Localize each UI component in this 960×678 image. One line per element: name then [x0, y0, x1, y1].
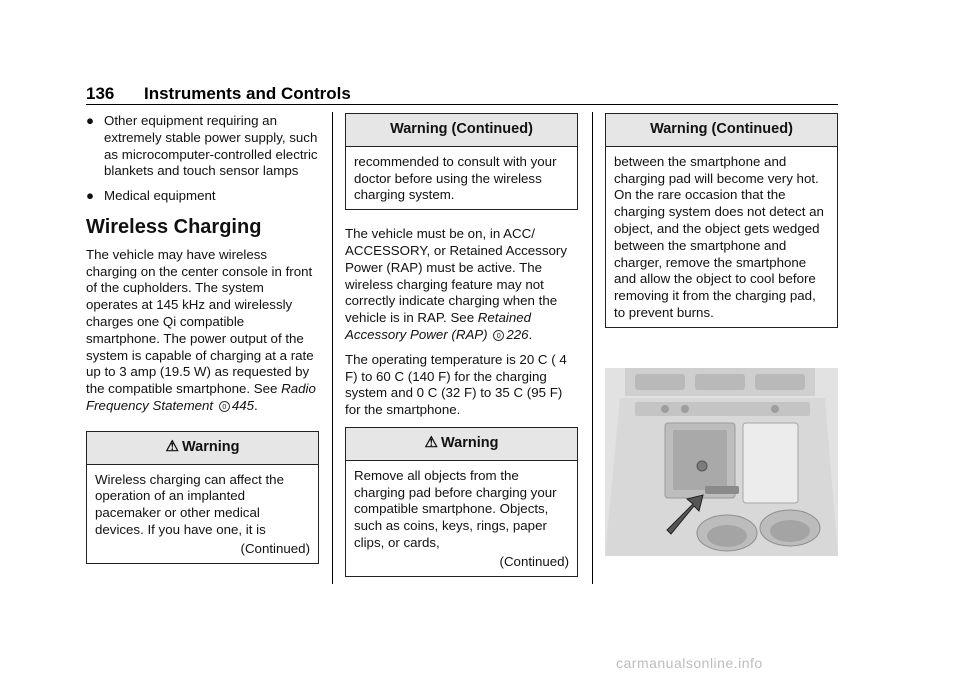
- cross-reference-link[interactable]: Retained Accessory Power (RAP): [345, 310, 532, 342]
- bullet-item: [86, 113, 319, 180]
- cross-reference-link[interactable]: Radio Frequency Statement: [86, 381, 316, 413]
- warning-body: [346, 147, 577, 209]
- watermark: carmanualsonline.info: [616, 655, 763, 671]
- warning-title: Warning: [440, 434, 499, 451]
- warning-text: Wireless charging can affect the operation of an implanted pacemaker or other medical devices. If you have one, it is: [95, 471, 284, 537]
- body-paragraph: The vehicle must be on, in ACC/ ACCESSORY, or Retained Accessory Power (RAP) must be active. The wireless charging feature may not correctly indicate charging when the vehicle is in RAP. See Retained Accessory Power (RAP) 0 226.: [345, 226, 567, 342]
- bullet-dot: ●: [86, 113, 95, 128]
- bullet-dot: ●: [86, 188, 95, 204]
- warning-icon: ⚠: [424, 433, 438, 451]
- section-title: Instruments and Controls: [144, 84, 351, 103]
- body-paragraph: The vehicle may have wireless charging on the center console in front of the cupholders. The system operates at 145 kHz and wirelessly charges one Qi compatible smartphone. The power output of the system is capable of charging at a rate up to 3 amp (19.5 W) as requested by the compatible smartphone. See Radio Frequency Statement 0 445.: [86, 246, 316, 413]
- warning-body: [606, 147, 837, 327]
- page-reference-icon: 0: [219, 401, 230, 412]
- bullet-text: Medical equipment: [104, 188, 216, 204]
- warning-title: Warning: [181, 438, 240, 455]
- header-rule: [86, 104, 838, 105]
- warning-box: [86, 431, 319, 564]
- warning-text: between the smartphone and charging pad will become very hot. On the rare occasion that the charging system does not detect an object, and the object gets wedged between the smartphone and charger, remove the smartphone and allow the object to cool before removing it from the charging pad, to prevent burns.: [614, 153, 824, 320]
- body-text: The vehicle must be on, in ACC/ ACCESSORY, or Retained Accessory Power (RAP) must be active. The wireless charging feature may not correctly indicate charging when the vehicle is in RAP. See: [345, 226, 567, 326]
- column-3: [605, 107, 838, 342]
- warning-header: Warning (Continued): [606, 114, 837, 147]
- warning-box-continued: [345, 113, 578, 210]
- cross-reference-page[interactable]: 445: [231, 397, 255, 413]
- continued-label: (Continued): [240, 540, 310, 556]
- warning-text: Remove all objects from the charging pad before charging your compatible smartphone. Objects, such as coins, keys, rings, paper clips, or cards,: [354, 467, 557, 550]
- warning-header: [87, 432, 318, 465]
- warning-header: [346, 428, 577, 461]
- column-2: [345, 107, 578, 591]
- column-1: [86, 113, 319, 578]
- column-divider-2: [592, 112, 593, 584]
- temperature-paragraph: The operating temperature is 20 C ( 4 F) to 60 C (140 F) for the charging system and 0 C (32 F) to 35 C (95 F) for the smartphone.: [345, 351, 567, 418]
- warning-body: [87, 465, 318, 563]
- bullet-item: [86, 188, 319, 205]
- wireless-charging-pad-illustration: [605, 368, 838, 556]
- page-number: 136: [86, 84, 115, 103]
- body-text: The vehicle may have wireless charging on the center console in front of the cupholders. The system operates at 145 kHz and wirelessly charges one Qi compatible smartphone. The power output of the system is capable of charging at a rate up to 3 amp (19.5 W) as requested by the compatible smartphone. See: [86, 246, 314, 397]
- continued-label: (Continued): [499, 553, 569, 569]
- cross-reference-page[interactable]: 226: [506, 326, 529, 342]
- warning-box: [345, 427, 578, 577]
- page-reference-icon: 0: [493, 330, 504, 341]
- warning-body: [346, 461, 577, 576]
- warning-header: Warning (Continued): [346, 114, 577, 147]
- warning-box-continued: [605, 113, 838, 328]
- column-divider-1: [332, 112, 333, 584]
- section-heading: Wireless Charging: [86, 215, 262, 238]
- bullet-text: Other equipment requiring an extremely stable power supply, such as microcomputer-controlled electric blankets and touch sensor lamps: [104, 113, 318, 179]
- page-header: [86, 84, 351, 104]
- warning-icon: ⚠: [165, 437, 179, 455]
- warning-text: recommended to consult with your doctor before using the wireless charging system.: [354, 153, 557, 203]
